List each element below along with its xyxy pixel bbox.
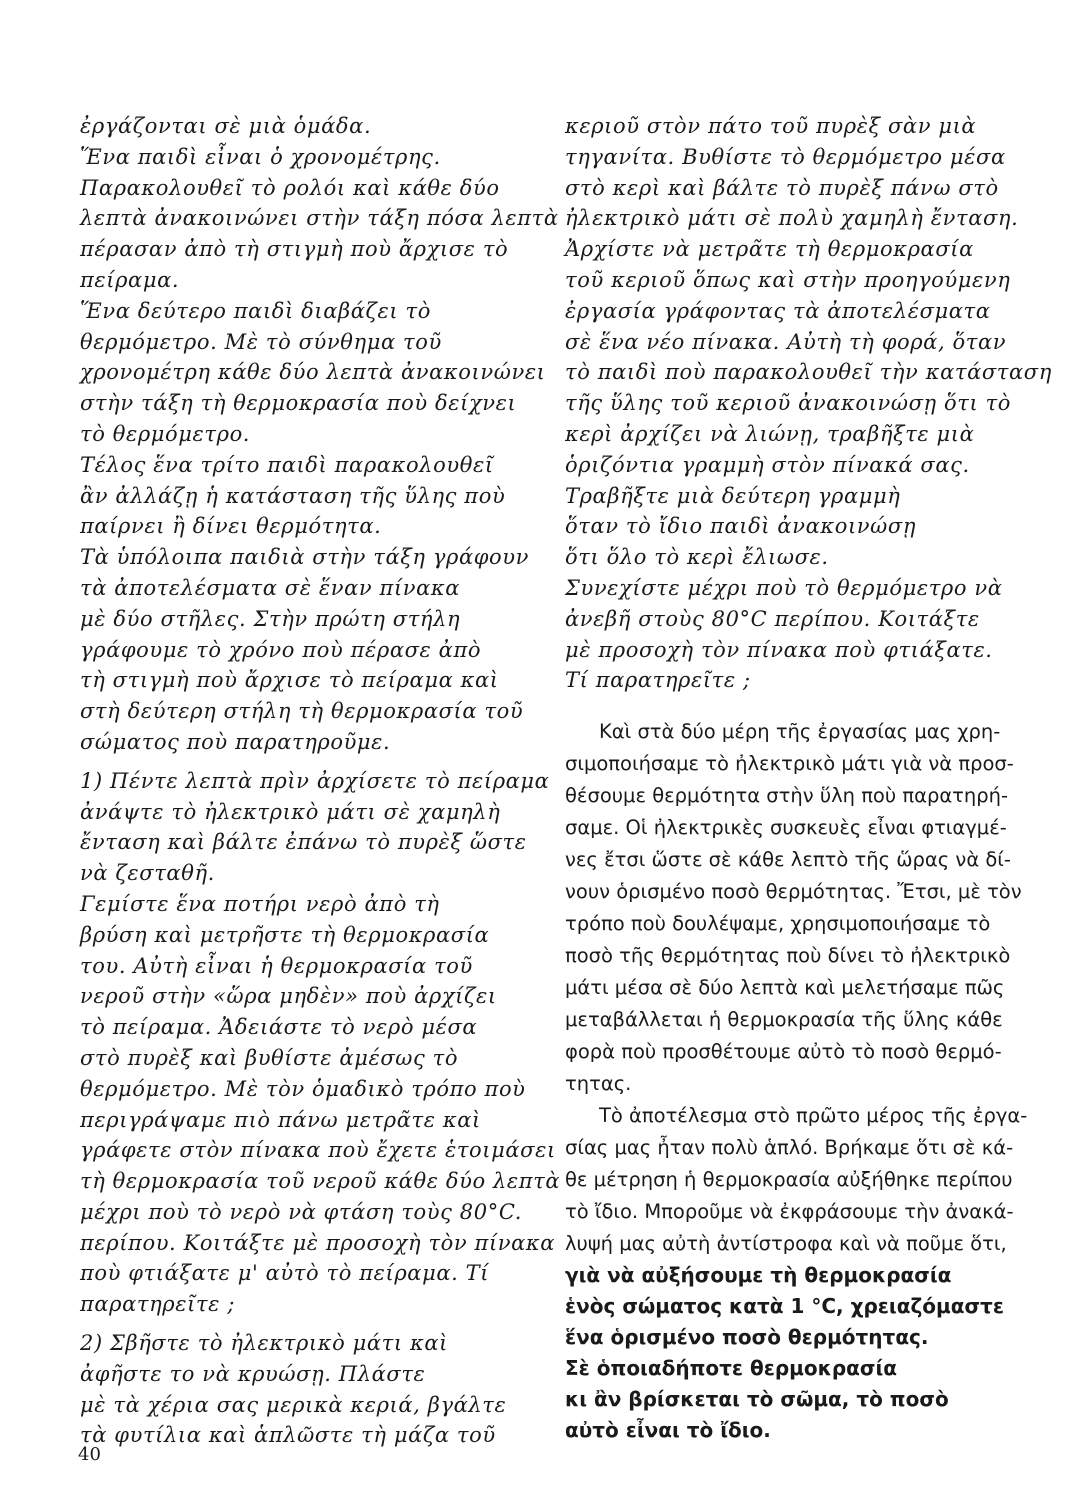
text-line: μέχρι ποὺ τὸ νερὸ νὰ φτάση τοὺς 80°C. [80,1199,523,1224]
text-line: σώματος ποὺ παρατηροῦμε. [80,729,391,754]
text-line: θερμόμετρο. Μὲ τὸ σύνθημα τοῦ [80,329,442,354]
text-line: κεριοῦ στὸν πάτο τοῦ πυρὲξ σὰν μιὰ [565,114,977,138]
bold-line: κι ἂν βρίσκεται τὸ σῶμα, τὸ ποσὸ [565,1387,949,1411]
text-line: παίρνει ἢ δίνει θερμότητα. [80,514,382,539]
text-line: θε μέτρηση ἡ θερμοκρασία αὐξήθηκε περίπου [565,1168,1013,1191]
text-line: ὅτι ὅλο τὸ κερὶ ἔλιωσε. [565,545,829,570]
bold-line: ἑνὸς σώματος κατὰ 1 °C, χρειαζόμαστε [565,1294,1004,1318]
text-line: σὲ ἕνα νέο πίνακα. Αὐτὴ τὴ φορά, ὅταν [565,329,1007,354]
text-line: τὸ ἴδιο. Μποροῦμε νὰ ἐκφράσουμε τὴν ἀνακά- [565,1200,1014,1223]
text-line: παρατηρεῖτε ; [80,1292,235,1317]
bold-conclusion [565,1260,1035,1446]
text-line: τηγανίτα. Βυθίστε τὸ θερμόμετρο μέσα [565,144,1006,169]
text-line: Παρακολουθεῖ τὸ ρολόι καὶ κάθε δύο [80,175,500,200]
left-column-text [80,111,561,1451]
text-line: του. Αὐτὴ εἶναι ἡ θερμοκρασία τοῦ [80,953,473,978]
bold-line: αὐτὸ εἶναι τὸ ἴδιο. [565,1418,771,1442]
text-line: σίας μας ἦταν πολὺ ἁπλό. Βρήκαμε ὅτι σὲ κά- [565,1136,1014,1159]
text-line: Τὸ ἀποτέλεσμα στὸ πρῶτο μέρος τῆς ἐργα- [599,1104,1028,1127]
text-line: στὴν τάξη τὴ θερμοκρασία ποὺ δείχνει [80,391,517,416]
text-line: 2) Σβῆστε τὸ ἠλεκτρικὸ μάτι καὶ [80,1331,448,1356]
text-line: ἀνεβῆ στοὺς 80°C περίπου. Κοιτάξτε [565,606,980,631]
text-line: ἀνάψτε τὸ ἠλεκτρικὸ μάτι σὲ χαμηλὴ [80,799,501,824]
text-line: μεταβάλλεται ἡ θερμοκρασία τῆς ὕλης κάθε [565,1008,1003,1031]
text-line: μὲ προσοχὴ τὸν πίνακα ποὺ φτιάξατε. [565,637,993,662]
text-line: μάτι μέσα σὲ δύο λεπτὰ καὶ μελετήσαμε πῶς [565,976,1005,999]
text-line: Συνεχίστε μέχρι ποὺ τὸ θερμόμετρο νὰ [565,575,1003,600]
text-line: στὸ πυρὲξ καὶ βυθίστε ἀμέσως τὸ [80,1045,459,1070]
text-line: ποὺ φτιάξατε μ' αὐτὸ τὸ πείραμα. Τί [80,1261,490,1286]
text-line: τὰ ἀποτελέσματα σὲ ἕναν πίνακα [80,575,461,600]
text-line: λυψή μας αὐτὴ ἀντίστροφα καὶ νὰ ποῦμε ὅτι, [565,1232,1007,1255]
text-line: βρύση καὶ μετρῆστε τὴ θερμοκρασία [80,922,490,947]
text-line: 1) Πέντε λεπτὰ πρὶν ἀρχίσετε τὸ πείραμα [80,768,550,793]
text-line: νεροῦ στὴν «ὥρα μηδὲν» ποὺ ἀρχίζει [80,984,497,1009]
text-line: τοῦ κεριοῦ ὅπως καὶ στὴν προηγούμενη [565,267,1011,292]
text-line: τῆς ὕλης τοῦ κεριοῦ ἀνακοινώσῃ ὅτι τὸ [565,391,1012,416]
paragraph-result [565,1100,1035,1260]
text-line: τρόπο ποὺ δουλέψαμε, χρησιμοποιήσαμε τὸ [565,912,991,935]
text-line: κερὶ ἀρχίζει νὰ λιώνῃ, τραβῆξτε μιὰ [565,421,975,446]
text-line: Τραβῆξτε μιὰ δεύτερη γραμμὴ [565,483,901,508]
text-line: Τέλος ἕνα τρίτο παιδὶ παρακολουθεῖ [80,452,494,477]
right-column-instructions [565,111,1052,696]
text-line: Ἕνα δεύτερο παιδὶ διαβάζει τὸ [80,298,431,323]
text-line: νες ἔτσι ὥστε σὲ κάθε λεπτὸ τῆς ὥρας νὰ δί- [565,848,1011,871]
text-line: Γεμίστε ἕνα ποτήρι νερὸ ἀπὸ τὴ [80,891,440,916]
text-line: χρονομέτρη κάθε δύο λεπτὰ ἀνακοινώνει [80,360,546,385]
text-line: περίπου. Κοιτάξτε μὲ προσοχὴ τὸν πίνακα [80,1230,556,1255]
bold-line: ἕνα ὁρισμένο ποσὸ θερμότητας. [565,1325,929,1349]
text-line: ἔνταση καὶ βάλτε ἐπάνω τὸ πυρὲξ ὥστε [80,830,527,855]
text-line: ἀφῆστε το νὰ κρυώσῃ. Πλάστε [80,1361,426,1386]
text-line: ὅταν τὸ ἴδιο παιδὶ ἀνακοινώσῃ [565,514,917,539]
text-line: ποσὸ τῆς θερμότητας ποὺ δίνει τὸ ἠλεκτρικὸ [565,944,1011,967]
text-line: στὴ δεύτερη στήλη τὴ θερμοκρασία τοῦ [80,699,524,724]
text-line: θερμόμετρο. Μὲ τὸν ὁμαδικὸ τρόπο ποὺ [80,1076,526,1101]
text-line: τὴ στιγμὴ ποὺ ἄρχισε τὸ πείραμα καὶ [80,668,499,693]
text-line: στὸ κερὶ καὶ βάλτε τὸ πυρὲξ πάνω στὸ [565,175,999,200]
text-line: νουν ὁρισμένο ποσὸ θερμότητας. Ἔτσι, μὲ τὸν [565,880,1022,903]
text-line: πείραμα. [80,267,180,292]
text-line: ἂν ἀλλάζῃ ἡ κατάσταση τῆς ὕλης ποὺ [80,483,506,508]
page-number: 40 [78,1444,101,1465]
text-line: Καὶ στὰ δύο μέρη τῆς ἐργασίας μας χρη- [599,720,1001,743]
bold-line: γιὰ νὰ αὐξήσουμε τὴ θερμοκρασία [565,1263,952,1287]
text-line: Ἀρχίστε νὰ μετρᾶτε τὴ θερμοκρασία [565,237,974,262]
text-line: γράφουμε τὸ χρόνο ποὺ πέρασε ἀπὸ [80,637,482,662]
text-line: Τὰ ὑπόλοιπα παιδιὰ στὴν τάξη γράφουν [80,545,530,570]
text-line: τὰ φυτίλια καὶ ἁπλῶστε τὴ μάζα τοῦ [80,1423,496,1448]
text-line: ἐργασία γράφοντας τὰ ἀποτελέσματα [565,298,991,323]
text-line: τὸ θερμόμετρο. [80,421,251,446]
text-line: ἐργάζονται σὲ μιὰ ὁμάδα. [80,114,372,138]
paragraph-heat-explanation [565,716,1035,1100]
text-line: μὲ δύο στῆλες. Στὴν πρώτη στήλη [80,606,461,631]
text-line: τὴ θερμοκρασία τοῦ νεροῦ κάθε δύο λεπτὰ [80,1169,561,1194]
text-line: τὸ παιδὶ ποὺ παρακολουθεῖ τὴν κατάσταση [565,360,1052,385]
text-line: πέρασαν ἀπὸ τὴ στιγμὴ ποὺ ἄρχισε τὸ [80,237,509,262]
text-line: σιμοποιήσαμε τὸ ἠλεκτρικὸ μάτι γιὰ νὰ προσ- [565,752,1014,775]
text-line: μὲ τὰ χέρια σας μερικὰ κεριά, βγάλτε [80,1392,507,1417]
text-line: τὸ πείραμα. Ἀδειάστε τὸ νερὸ μέσα [80,1015,478,1040]
text-line: ὁριζόντια γραμμὴ στὸν πίνακά σας. [565,452,970,477]
text-line: ἠλεκτρικὸ μάτι σὲ πολὺ χαμηλὴ ἔνταση. [565,206,1019,231]
right-column-body [565,716,1035,1446]
text-line: περιγράψαμε πιὸ πάνω μετρᾶτε καὶ [80,1107,481,1132]
text-line: Ἕνα παιδὶ εἶναι ὁ χρονομέτρης. [80,144,441,169]
text-line: φορὰ ποὺ προσθέτουμε αὐτὸ τὸ ποσὸ θερμό- [565,1040,1002,1063]
text-line: θέσουμε θερμότητα στὴν ὕλη ποὺ παρατηρή- [565,784,1009,807]
text-line: σαμε. Οἱ ἠλεκτρικὲς συσκευὲς εἶναι φτιαγμέ- [565,816,1007,839]
text-line: λεπτὰ ἀνακοινώνει στὴν τάξη πόσα λεπτὰ [80,206,559,231]
bold-line: Σὲ ὁποιαδήποτε θερμοκρασία [565,1356,898,1380]
text-line: γράφετε στὸν πίνακα ποὺ ἔχετε ἑτοιμάσει [80,1138,556,1163]
text-line: τητας. [565,1072,632,1095]
text-line: Τί παρατηρεῖτε ; [565,668,751,693]
text-line: νὰ ζεσταθῆ. [80,861,215,886]
